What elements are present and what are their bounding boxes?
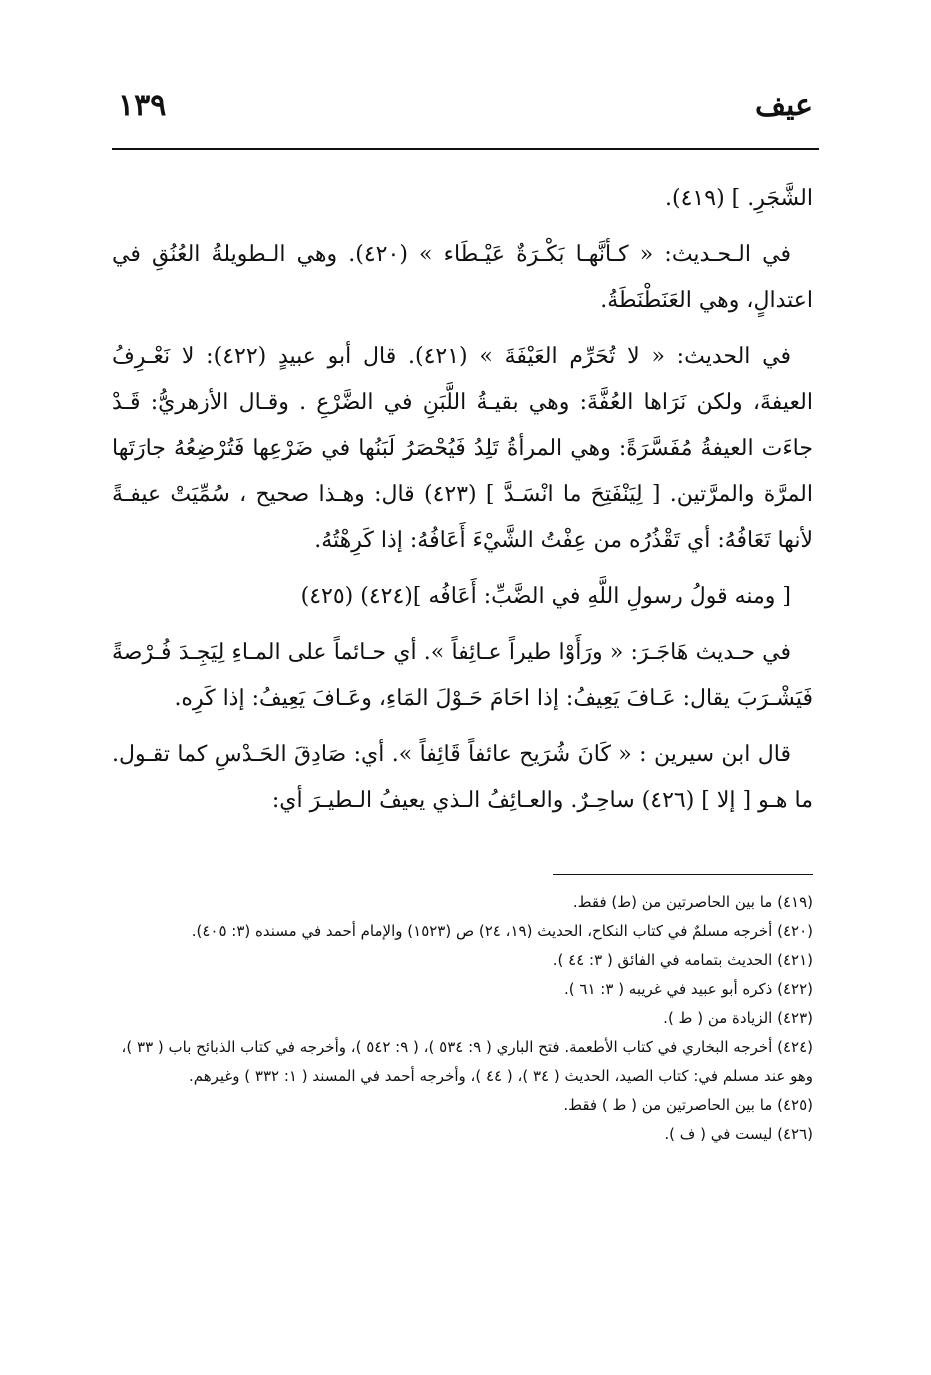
footnote: (٤٢٦) ليست في ( ف ).: [664, 1125, 813, 1143]
footnote: (٤٢٣) الزيادة من ( ط ).: [663, 1009, 813, 1027]
footnote: (٤٢٢) ذكره أبو عبيد في غريبه ( ٣: ٦١ ).: [564, 980, 813, 998]
footnote-rule: [553, 874, 813, 875]
paragraph: الشَّجَرِ. ] (٤١٩).: [665, 186, 813, 211]
paragraph: في حـديث هَاجَـرَ: « ورَأَوْا طيراً عـائِفاً ». أي حـائماً على المـاءِ لِيَجِـدَ فُـرْصةً فَيَشْـرَبَ يقال: عَـافَ يَعِيفُ: إذا احَامَ حَـوْلَ المَاءِ، وعَـافَ يَعِيفُ: إذا كَرِه.: [112, 640, 813, 711]
footnote: (٤١٩) ما بين الحاصرتين من (ط) فقط.: [572, 893, 813, 911]
header-entry-word: عيف: [754, 88, 813, 123]
paragraph: [ ومنه قولُ رسولِ اللَّهِ في الضَّبِّ: أَعَافُه ](٤٢٤) (٤٢٥): [300, 584, 791, 609]
footnote: (٤٢٠) أخرجه مسلمٌ في كتاب النكاح، الحديث (١٩، ٢٤) ص (١٥٢٣) والإمام أحمد في مسنده (٣: ٤٠٥).: [191, 922, 813, 940]
footnotes: [112, 888, 813, 1149]
paragraph: في الـحـديث: « كـأنَّهـا بَكْـرَةٌ عَيْـطَاء » (٤٢٠). وهي الـطويلةُ العُنُقِ في اعتدالٍ، وهي العَنَطْنَطَةُ.: [112, 242, 813, 313]
page-number: ١٣٩: [118, 88, 167, 123]
footnote: (٤٢٤) أخرجه البخاري في كتاب الأطعمة. فتح الباري ( ٩: ٥٣٤ )، ( ٩: ٥٤٢ )، وأخرجه في كتاب الذبائح باب ( ٣٣ )، وهو عند مسلم في: كتاب الصيد، الحديث ( ٣٤ )، ( ٤٤ )، وأخرجه أحمد في المسند ( ١: ٣٣٢ ) وغيرهم.: [121, 1038, 813, 1085]
footnote: (٤٢٥) ما بين الحاصرتين من ( ط ) فقط.: [563, 1096, 813, 1114]
paragraph: في الحديث: « لا تُحَرِّم العَيْفَةَ » (٤٢١). قال أبو عبيدٍ (٤٢٢): لا نَعْـرِفُ العيفةَ، ولكن نَرَاها العُفَّةَ: وهي بقيـةُ اللَّبَنِ في الضَّرْعِ . وقـال الأزهريُّ: قَـدْ جاءَت العيفةُ مُفَسَّرَةً: وهي المرأةُ تَلِدُ فَيُحْصَرُ لَبَنُها في ضَرْعِها فَتُرْضِعُهُ جارَتَها المرَّة والمرَّتين. [ لِيَنْفَتِحَ ما انْسَـدَّ ] (٤٢٣) قال: وهـذا صحيح ، سُمِّيَتْ عيفـةً لأنها تَعَافُهُ: أي تَقْذُرُه من عِفْتُ الشَّيْءَ أَعَافُهُ: إذا كَرِهْتُهُ.: [112, 344, 813, 553]
header-rule: [112, 148, 819, 150]
paragraph: قال ابن سيرين : « كَانَ شُرَيح عائفاً قَائِفاً ». أي: صَادِقَ الحَـدْسِ كما تقـول. ما هـو [ إلا ] (٤٢٦) ساحِـرٌ. والعـائِفُ الـذي يعيفُ الـطيـرَ أي:: [112, 742, 813, 813]
footnote: (٤٢١) الحديث بتمامه في الفائق ( ٣: ٤٤ ).: [552, 951, 813, 969]
main-text: [112, 176, 813, 834]
